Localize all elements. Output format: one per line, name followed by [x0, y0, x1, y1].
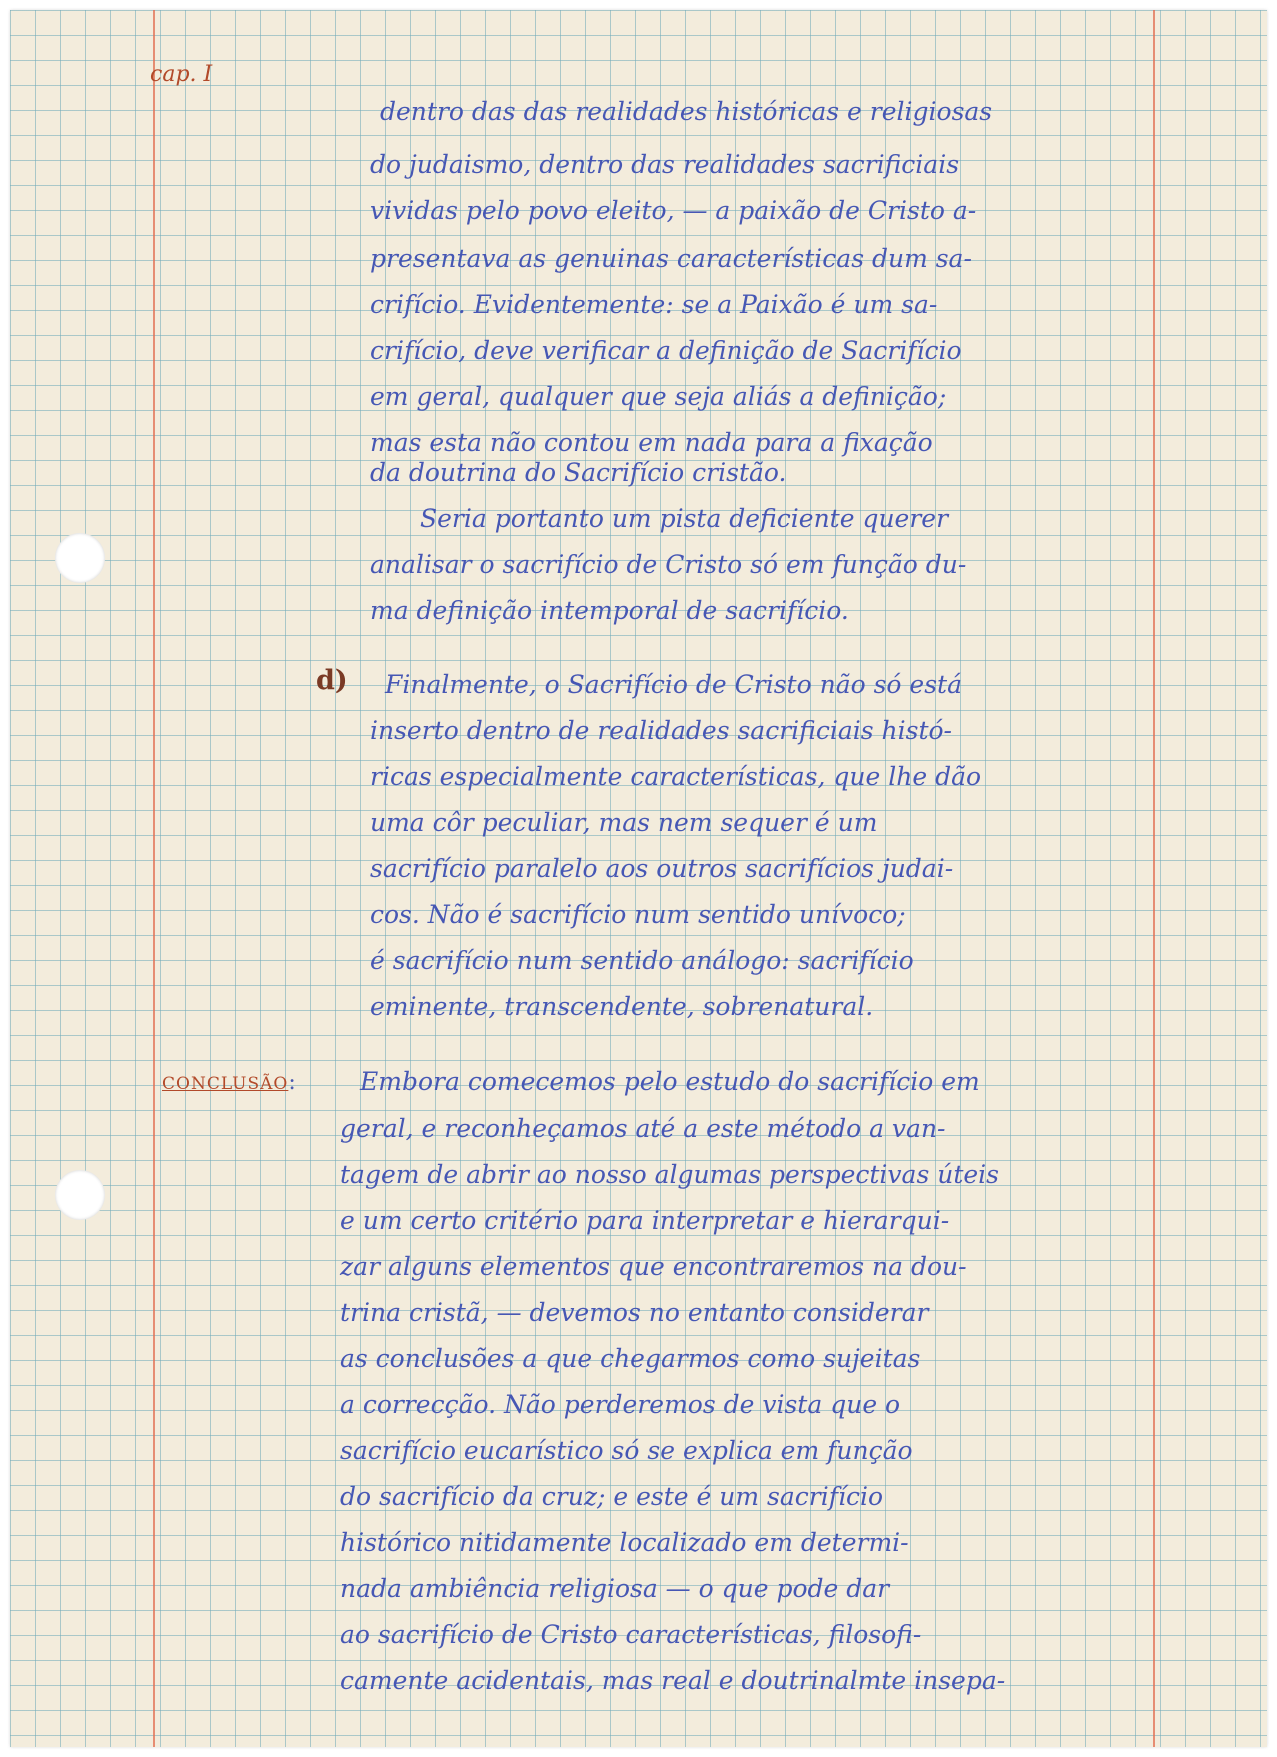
text-line: eminente, transcendente, sobrenatural.	[370, 992, 874, 1021]
text-line: é sacrifício num sentido análogo: sacrifício	[370, 946, 914, 975]
text-line: trina cristã, — devemos no entanto considerar	[340, 1298, 929, 1327]
section-marker: d)	[316, 665, 348, 696]
text-line: sacrifício eucarístico só se explica em função	[340, 1436, 913, 1465]
text-line: tagem de abrir ao nosso algumas perspectivas úteis	[340, 1160, 999, 1189]
text-line: Embora comecemos pelo estudo do sacrifício em	[360, 1067, 980, 1096]
text-line: inserto dentro de realidades sacrificiais histó-	[370, 716, 952, 745]
punch-hole-bottom	[55, 1170, 105, 1220]
text-line: ma definição intemporal de sacrifício.	[370, 596, 849, 625]
text-line: presentava as genuinas características dum sa-	[370, 244, 972, 273]
text-line: a correcção. Não perderemos de vista que o	[340, 1390, 901, 1419]
text-line: geral, e reconheçamos até a este método a van-	[340, 1114, 946, 1143]
text-line: e um certo critério para interpretar e hierarqui-	[340, 1206, 950, 1235]
text-line: Finalmente, o Sacrifício de Cristo não só está	[385, 670, 963, 699]
text-line: do judaismo, dentro das realidades sacrificiais	[370, 150, 960, 179]
right-margin-line	[1153, 10, 1155, 1747]
text-line: ao sacrifício de Cristo características, filosofi-	[340, 1620, 922, 1649]
text-line: sacrifício paralelo aos outros sacrifícios judai-	[370, 854, 954, 883]
left-margin-line	[153, 10, 155, 1747]
text-line: uma côr peculiar, mas nem sequer é um	[370, 808, 878, 837]
text-line: dentro das das realidades históricas e religiosas	[380, 97, 993, 126]
text-line: Seria portanto um pista deficiente querer	[420, 504, 949, 533]
text-line: em geral, qualquer que seja aliás a definição;	[370, 382, 947, 411]
text-line: ricas especialmente características, que lhe dão	[370, 762, 982, 791]
text-line: camente acidentais, mas real e doutrinalmte insepa-	[340, 1666, 1006, 1695]
text-line: crifício. Evidentemente: se a Paixão é um sa-	[370, 290, 938, 319]
conclusion-label-text: CONCLUSÃO	[162, 1074, 289, 1094]
text-line: do sacrifício da cruz; e este é um sacrifício	[340, 1482, 884, 1511]
text-line: as conclusões a que chegarmos como sujeitas	[340, 1344, 921, 1373]
conclusion-colon: :	[288, 1070, 297, 1095]
text-line: cos. Não é sacrifício num sentido unívoco;	[370, 900, 906, 929]
conclusion-label	[162, 1070, 297, 1095]
punch-hole-top	[55, 533, 105, 583]
notebook-page	[10, 10, 1267, 1747]
chapter-label: cap. I	[150, 62, 213, 87]
text-line: histórico nitidamente localizado em determi-	[340, 1528, 909, 1557]
text-line: zar alguns elementos que encontraremos na dou-	[340, 1252, 967, 1281]
text-line: crifício, deve verificar a definição de Sacrifício	[370, 336, 962, 365]
text-line: vividas pelo povo eleito, — a paixão de Cristo a-	[370, 196, 977, 225]
text-line: nada ambiência religiosa — o que pode dar	[340, 1574, 890, 1603]
text-line: da doutrina do Sacrifício cristão.	[370, 458, 787, 487]
text-line: mas esta não contou em nada para a fixação	[370, 428, 933, 457]
text-line: analisar o sacrifício de Cristo só em função du-	[370, 550, 967, 579]
